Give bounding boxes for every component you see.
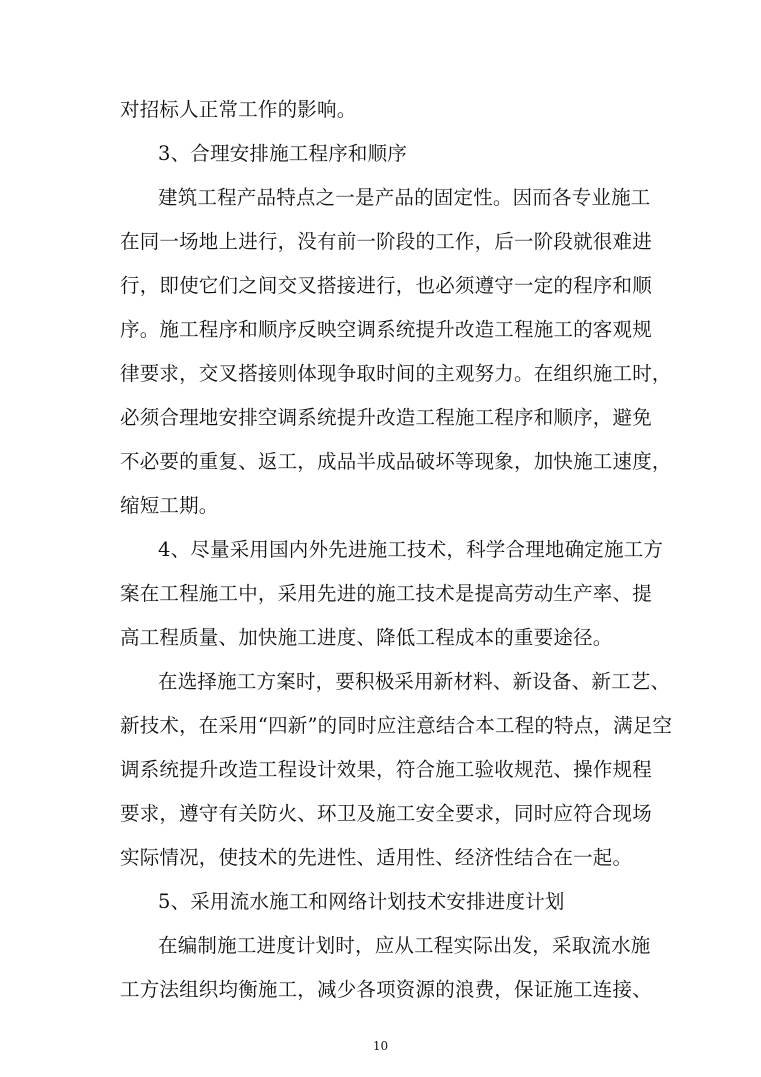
text-line: 必须合理地安排空调系统提升改造工程施工程序和顺序，避免 <box>120 406 652 429</box>
text-line: 在选择施工方案时，要积极采用新材料、新设备、新工艺、 <box>158 670 671 693</box>
page-number: 10 <box>372 1039 389 1053</box>
text-line: 新技术，在采用“四新”的同时应注意结合本工程的特点，满足空 <box>120 714 673 737</box>
section-heading: 3、合理安排施工程序和顺序 <box>158 142 408 165</box>
section-heading: 4、尽量采用国内外先进施工技术，科学合理地确定施工方 <box>158 538 664 561</box>
text-line: 律要求，交叉搭接则体现争取时间的主观努力。在组织施工时， <box>120 362 672 385</box>
section-heading: 5、采用流水施工和网络计划技术安排进度计划 <box>158 890 565 913</box>
text-line: 对招标人正常工作的影响。 <box>120 98 357 121</box>
text-line: 高工程质量、加快施工进度、降低工程成本的重要途径。 <box>120 626 613 649</box>
text-line: 在编制施工进度计划时，应从工程实际出发，采取流水施 <box>158 934 651 957</box>
text-line: 在同一场地上进行，没有前一阶段的工作，后一阶段就很难进 <box>120 230 652 253</box>
text-line: 工方法组织均衡施工，减少各项资源的浪费，保证施工连接、 <box>120 978 652 1001</box>
text-line: 序。施工程序和顺序反映空调系统提升改造工程施工的客观规 <box>120 318 652 341</box>
text-line: 调系统提升改造工程设计效果，符合施工验收规范、操作规程 <box>120 758 652 781</box>
text-line: 行，即使它们之间交叉搭接进行，也必须遵守一定的程序和顺 <box>120 274 652 297</box>
text-line: 案在工程施工中，采用先进的施工技术是提高劳动生产率、提 <box>120 582 652 605</box>
text-line: 实际情况，使技术的先进性、适用性、经济性结合在一起。 <box>120 846 633 869</box>
text-line: 缩短工期。 <box>120 494 219 517</box>
text-line: 建筑工程产品特点之一是产品的固定性。因而各专业施工 <box>158 186 651 209</box>
text-line: 要求，遵守有关防火、环卫及施工安全要求，同时应符合现场 <box>120 802 652 825</box>
text-line: 不必要的重复、返工，成品半成品破坏等现象，加快施工速度， <box>120 450 672 473</box>
